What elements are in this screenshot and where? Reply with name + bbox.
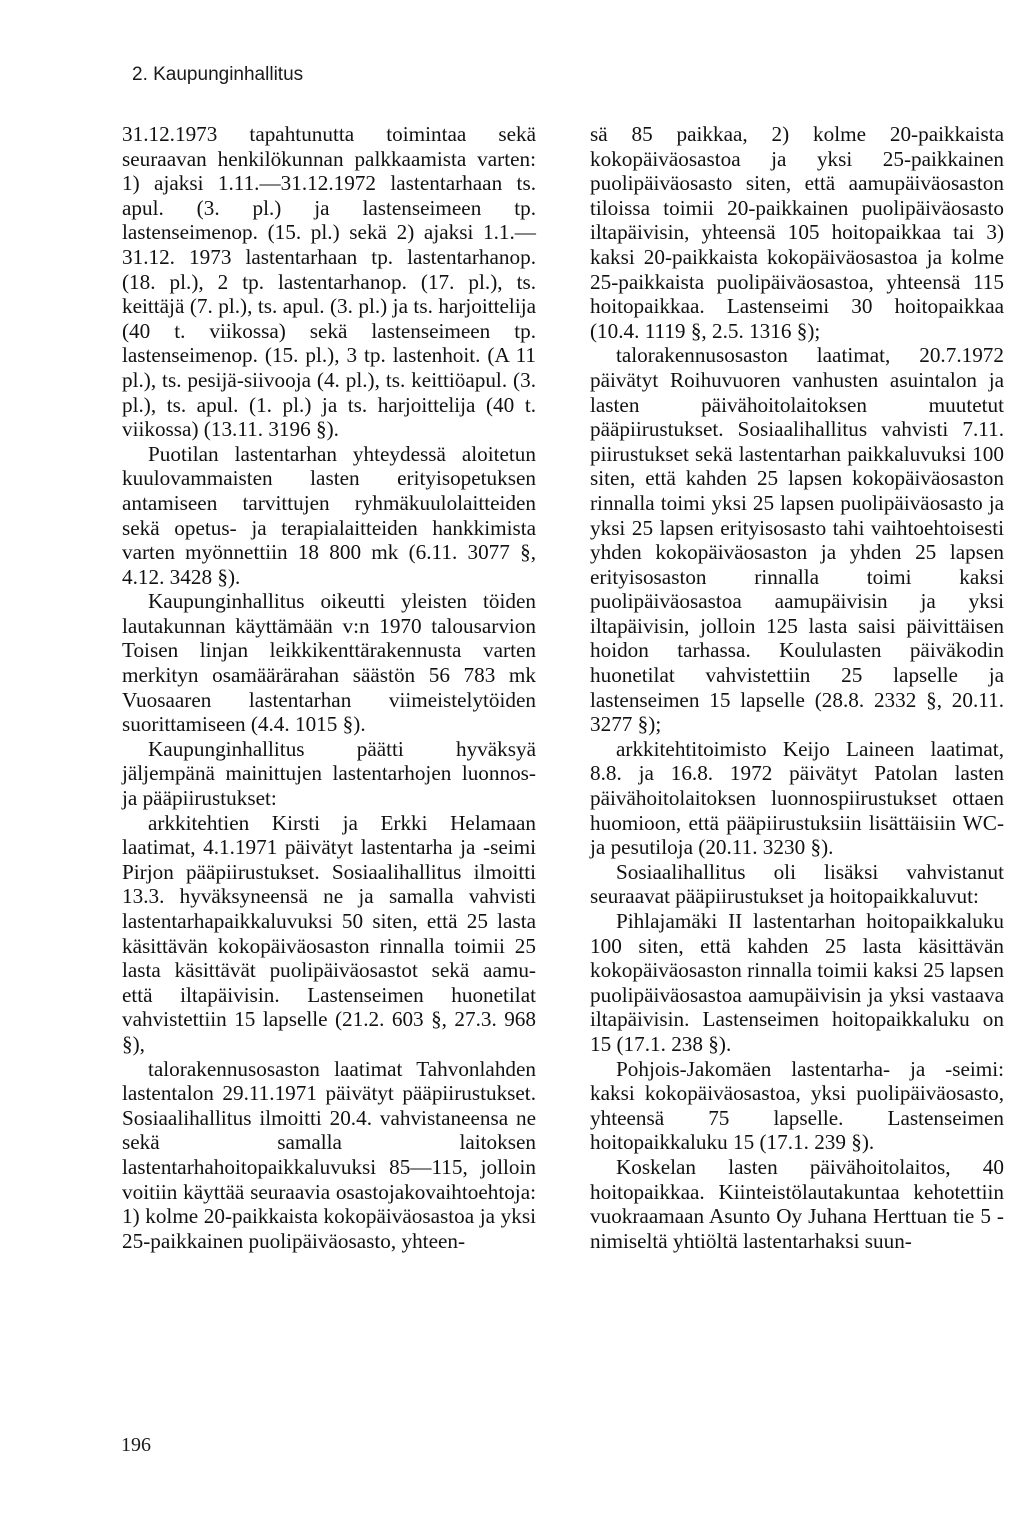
paragraph: arkkitehtitoimisto Keijo Laineen laatimat, 8.8. ja 16.8. 1972 päivätyt Patolan lasten päivähoitolaitoksen luonnospiirustukset ottaen huomioon, että pääpiirustuksiin lisättäisiin WC- ja pesutiloja (20.11. 3230 §).: [590, 736, 1004, 860]
page-number: 196: [121, 1434, 151, 1456]
right-text-column: [590, 122, 1004, 1253]
paragraph: Pihlajamäki II lastentarhan hoitopaikkaluku 100 siten, että kahden 25 lasta käsittävän kokopäiväosaston rinnalla toimii kaksi 25 lapsen puolipäiväosastoa aamupäivisin ja yksi vastaava iltapäivisin. Lastenseimen hoitopaikkaluku on 15 (17.1. 238 §).: [590, 909, 1004, 1056]
paragraph: Pohjois-Jakomäen lastentarha- ja -seimi: kaksi kokopäiväosastoa, yksi puolipäiväosasto, yhteensä 75 lapselle. Lastenseimen hoitopaikkaluku 15 (17.1. 239 §).: [590, 1056, 1004, 1155]
paragraph: 31.12.1973 tapahtunutta toimintaa sekä seuraavan henkilökunnan palkkaamista varten: 1) ajaksi 1.11.—31.12.1972 lastentarhaan ts. apul. (3. pl.) ja lastenseimeen tp. lastenseimenop. (15. pl.) sekä 2) ajaksi 1.1.—31.12. 1973 lastentarhaan tp. lastentarhanop. (18. pl.), 2 tp. lastentarhanop. (17. pl.), ts. keittäjä (7. pl.), ts. apul. (3. pl.) ja ts. harjoittelija (40 t. viikossa) sekä lastenseimeen tp. lastenseimenop. (15. pl.), 3 tp. lastenhoit. (A 11 pl.), ts. pesijä-siivooja (4. pl.), ts. keittiöapul. (3. pl.), ts. apul. (1. pl.) ja ts. harjoittelija (40 t. viikossa) (13.11. 3196 §).: [122, 122, 536, 442]
paragraph: Kaupunginhallitus oikeutti yleisten töiden lautakunnan käyttämään v:n 1970 talousarvion Toisen linjan leikkikenttärakennusta varten merkityn osamäärärahan säästön 56 783 mk Vuosaaren lastentarhan viimeistelytöiden suorittamiseen (4.4. 1015 §).: [122, 589, 536, 737]
paragraph: Kaupunginhallitus päätti hyväksyä jäljempänä mainittujen lastentarhojen luonnos- ja pääpiirustukset:: [122, 736, 536, 811]
paragraph: sä 85 paikkaa, 2) kolme 20-paikkaista kokopäiväosastoa ja yksi 25-paikkainen puolipäiväosasto siten, että aamupäiväosaston tiloissa toimii 20-paikkainen puolipäiväosasto iltapäivisin, yhteensä 105 hoitopaikkaa tai 3) kaksi 20-paikkaista kokopäiväosastoa ja kolme 25-paikkaista puolipäiväosastoa, yhteensä 115 hoitopaikkaa. Lastenseimi 30 hoitopaikkaa (10.4. 1119 §, 2.5. 1316 §);: [590, 122, 1004, 343]
running-head: 2. Kaupunginhallitus: [132, 64, 304, 85]
paragraph: talorakennusosaston laatimat, 20.7.1972 päivätyt Roihuvuoren vanhusten asuintalon ja lasten päivähoitolaitoksen muutetut pääpiirustukset. Sosiaalihallitus vahvisti 7.11. piirustukset sekä lastentarhan paikkaluvuksi 100 siten, että kahden 25 lapsen kokopäiväosaston rinnalla toimi yksi 25 lapsen puolipäiväosasto ja yksi 25 lapsen erityisosasto tahi vaihtoehtoisesti yhden kokopäiväosaston ja yhden 25 lapsen erityisosaston rinnalla toimi kaksi puolipäiväosastoa aamupäivisin ja yksi iltapäivisin, jolloin 125 lasta saisi päivittäisen hoidon tarhassa. Koululasten päiväkodin huonetilat vahvistettiin 25 lapselle ja lastenseimen 15 lapselle (28.8. 2332 §, 20.11. 3277 §);: [590, 343, 1004, 737]
paragraph: talorakennusosaston laatimat Tahvonlahden lastentalon 29.11.1971 päivätyt pääpiirustukset. Sosiaalihallitus ilmoitti 20.4. vahvistaneensa ne sekä samalla laitoksen lastentarhahoitopaikkaluvuksi 85—115, jolloin voitiin käyttää seuraavia osastojakovaihtoehtoja: 1) kolme 20-paikkaista kokopäiväosastoa ja yksi 25-paikkainen puolipäiväosasto, yhteen-: [122, 1056, 536, 1253]
left-text-column: [122, 122, 536, 1253]
paragraph: Koskelan lasten päivähoitolaitos, 40 hoitopaikkaa. Kiinteistölautakuntaa kehotettiin vuokraamaan Asunto Oy Juhana Herttuan tie 5 -nimiseltä yhtiöltä lastentarhaksi suun-: [590, 1154, 1004, 1253]
paragraph: Sosiaalihallitus oli lisäksi vahvistanut seuraavat pääpiirustukset ja hoitopaikkaluvut:: [590, 859, 1004, 909]
paragraph: Puotilan lastentarhan yhteydessä aloitetun kuulovammaisten lasten erityisopetuksen antamiseen tarvittujen ryhmäkuulolaitteiden sekä opetus- ja terapialaitteiden hankkimista varten myönnettiin 18 800 mk (6.11. 3077 §, 4.12. 3428 §).: [122, 441, 536, 589]
paragraph: arkkitehtien Kirsti ja Erkki Helamaan laatimat, 4.1.1971 päivätyt lastentarha ja -seimi Pirjon pääpiirustukset. Sosiaalihallitus ilmoitti 13.3. hyväksyneensä ne ja samalla vahvisti lastentarhapaikkaluvuksi 50 siten, että 25 lasta käsittävän kokopäiväosaston rinnalla toimii 25 lasta käsittävät puolipäiväosastot sekä aamu- että iltapäivisin. Lastenseimen huonetilat vahvistettiin 15 lapselle (21.2. 603 §, 27.3. 968 §),: [122, 810, 536, 1056]
